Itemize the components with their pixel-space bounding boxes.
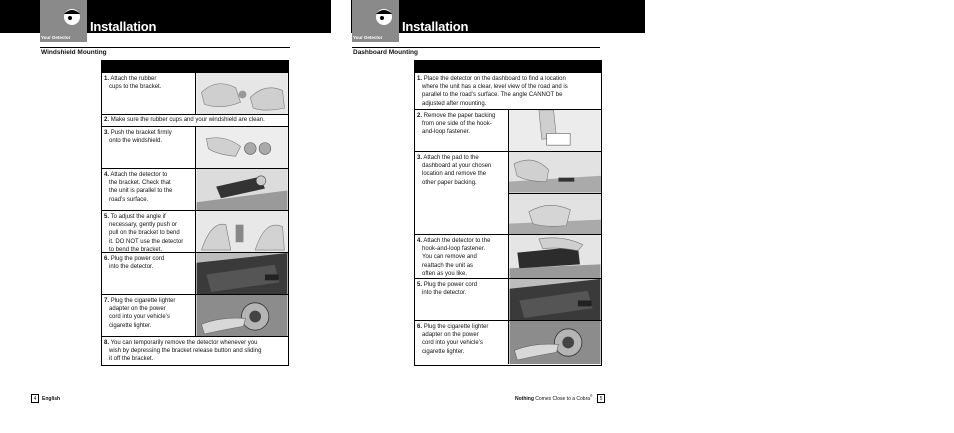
step-photo (508, 235, 601, 278)
right-footer (515, 394, 605, 403)
step-row (415, 72, 601, 109)
step-row (415, 320, 601, 364)
page-title: Installation (402, 19, 469, 34)
step-text: 2. Remove the paper backing from one side of the hook- and-loop fastener. (417, 113, 496, 136)
step-photo (195, 73, 288, 114)
step-photo (195, 169, 288, 210)
cigarette-lighter-illustration (509, 321, 601, 364)
table-header-bar (102, 61, 288, 72)
step-row (102, 168, 288, 210)
paper-backing-illustration (509, 110, 601, 151)
step-text: 6. Plug the power cord into the detector. (104, 256, 165, 271)
step-text: 7. Plug the cigarette lighter adapter on the power cord into your vehicle’s cigarette lighter. (104, 298, 176, 329)
step-text: 3. Attach the pad to the dashboard at your chosen location and remove the other paper backing. (417, 155, 492, 186)
step-photo (195, 253, 288, 294)
bracket-push-illustration (196, 127, 288, 168)
section-title: Dashboard Mounting (353, 49, 418, 56)
bracket-bend-illustration (196, 211, 288, 252)
step-text: 6. Plug the cigarette lighter adapter on the power cord into your vehicle’s cigarette lighter. (417, 324, 489, 355)
step-row (415, 278, 601, 320)
footer-language: English (42, 395, 61, 402)
step-photo (195, 127, 288, 168)
step-row (102, 72, 288, 114)
step-row (102, 126, 288, 168)
step-row (102, 114, 288, 126)
section-rule (352, 47, 600, 48)
hands-cups-illustration (196, 73, 288, 114)
step-row (102, 294, 288, 336)
step-photo (195, 295, 288, 336)
footer-tagline: Comes Close to a Cobra (535, 395, 591, 402)
backing-remove-illustration (509, 194, 601, 235)
step-text: 4. Attach the detector to the hook-and-loop fastener. You can remove and reattach the unit as often as you like. (417, 238, 491, 277)
section-title: Windshield Mounting (41, 49, 107, 56)
step-row (415, 151, 601, 234)
step-text: 5. To adjust the angle if necessary, gently push or pull on the bracket to bend it. DO NOT use the detector to bend the bracket. (104, 214, 184, 253)
logo-caption: Your Detector (353, 35, 383, 40)
detective-icon (374, 6, 394, 26)
table-header-bar (415, 61, 601, 72)
step-text: 1. Attach the rubber cups to the bracket. (104, 76, 162, 91)
section-rule (40, 47, 290, 48)
pad-attach-illustration (509, 152, 601, 193)
trademark-mark: ® (590, 394, 593, 399)
step-row (102, 252, 288, 294)
step-text: 4. Attach the detector to the bracket. Check that the unit is parallel to the road’s surface. (104, 172, 173, 203)
dashboard-steps-table (414, 60, 602, 366)
page-number: 4 (31, 394, 39, 403)
cigarette-lighter-illustration (196, 295, 288, 336)
right-logo (352, 0, 399, 42)
footer-tagline-bold: Nothing (515, 395, 534, 402)
step-row (102, 336, 288, 365)
step-text: 3. Push the bracket firmly onto the windshield. (104, 130, 172, 145)
step-text: 1. Place the detector on the dashboard to find a location where the unit has a clear, level view of the road and is parallel to the road’s surface. The angle CANNOT be adjusted after mounting. (417, 76, 568, 107)
step-text: 2. Make sure the rubber cups and your windshield are clean. (104, 117, 265, 123)
page-number: 5 (597, 394, 605, 403)
detector-fasten-illustration (509, 235, 601, 278)
logo-caption: Your Detector (41, 35, 71, 40)
step-photo (195, 211, 288, 252)
step-text: 8. You can temporarily remove the detector whenever you wish by depressing the bracket release button and sliding it off the bracket. (104, 340, 262, 363)
power-cord-illustration (196, 253, 288, 294)
step-photo (508, 279, 601, 320)
step-photo (508, 321, 601, 364)
step-row (415, 234, 601, 278)
detective-icon (62, 6, 82, 26)
page-title: Installation (90, 19, 157, 34)
detector-attach-illustration (196, 169, 288, 210)
step-row (415, 109, 601, 151)
left-footer (31, 394, 60, 403)
power-cord-illustration (509, 279, 601, 320)
step-text: 5. Plug the power cord into the detector. (417, 282, 478, 297)
step-photo (508, 110, 601, 151)
step-photo (508, 152, 601, 234)
left-logo (40, 0, 87, 42)
step-row (102, 210, 288, 252)
windshield-steps-table (101, 60, 289, 366)
